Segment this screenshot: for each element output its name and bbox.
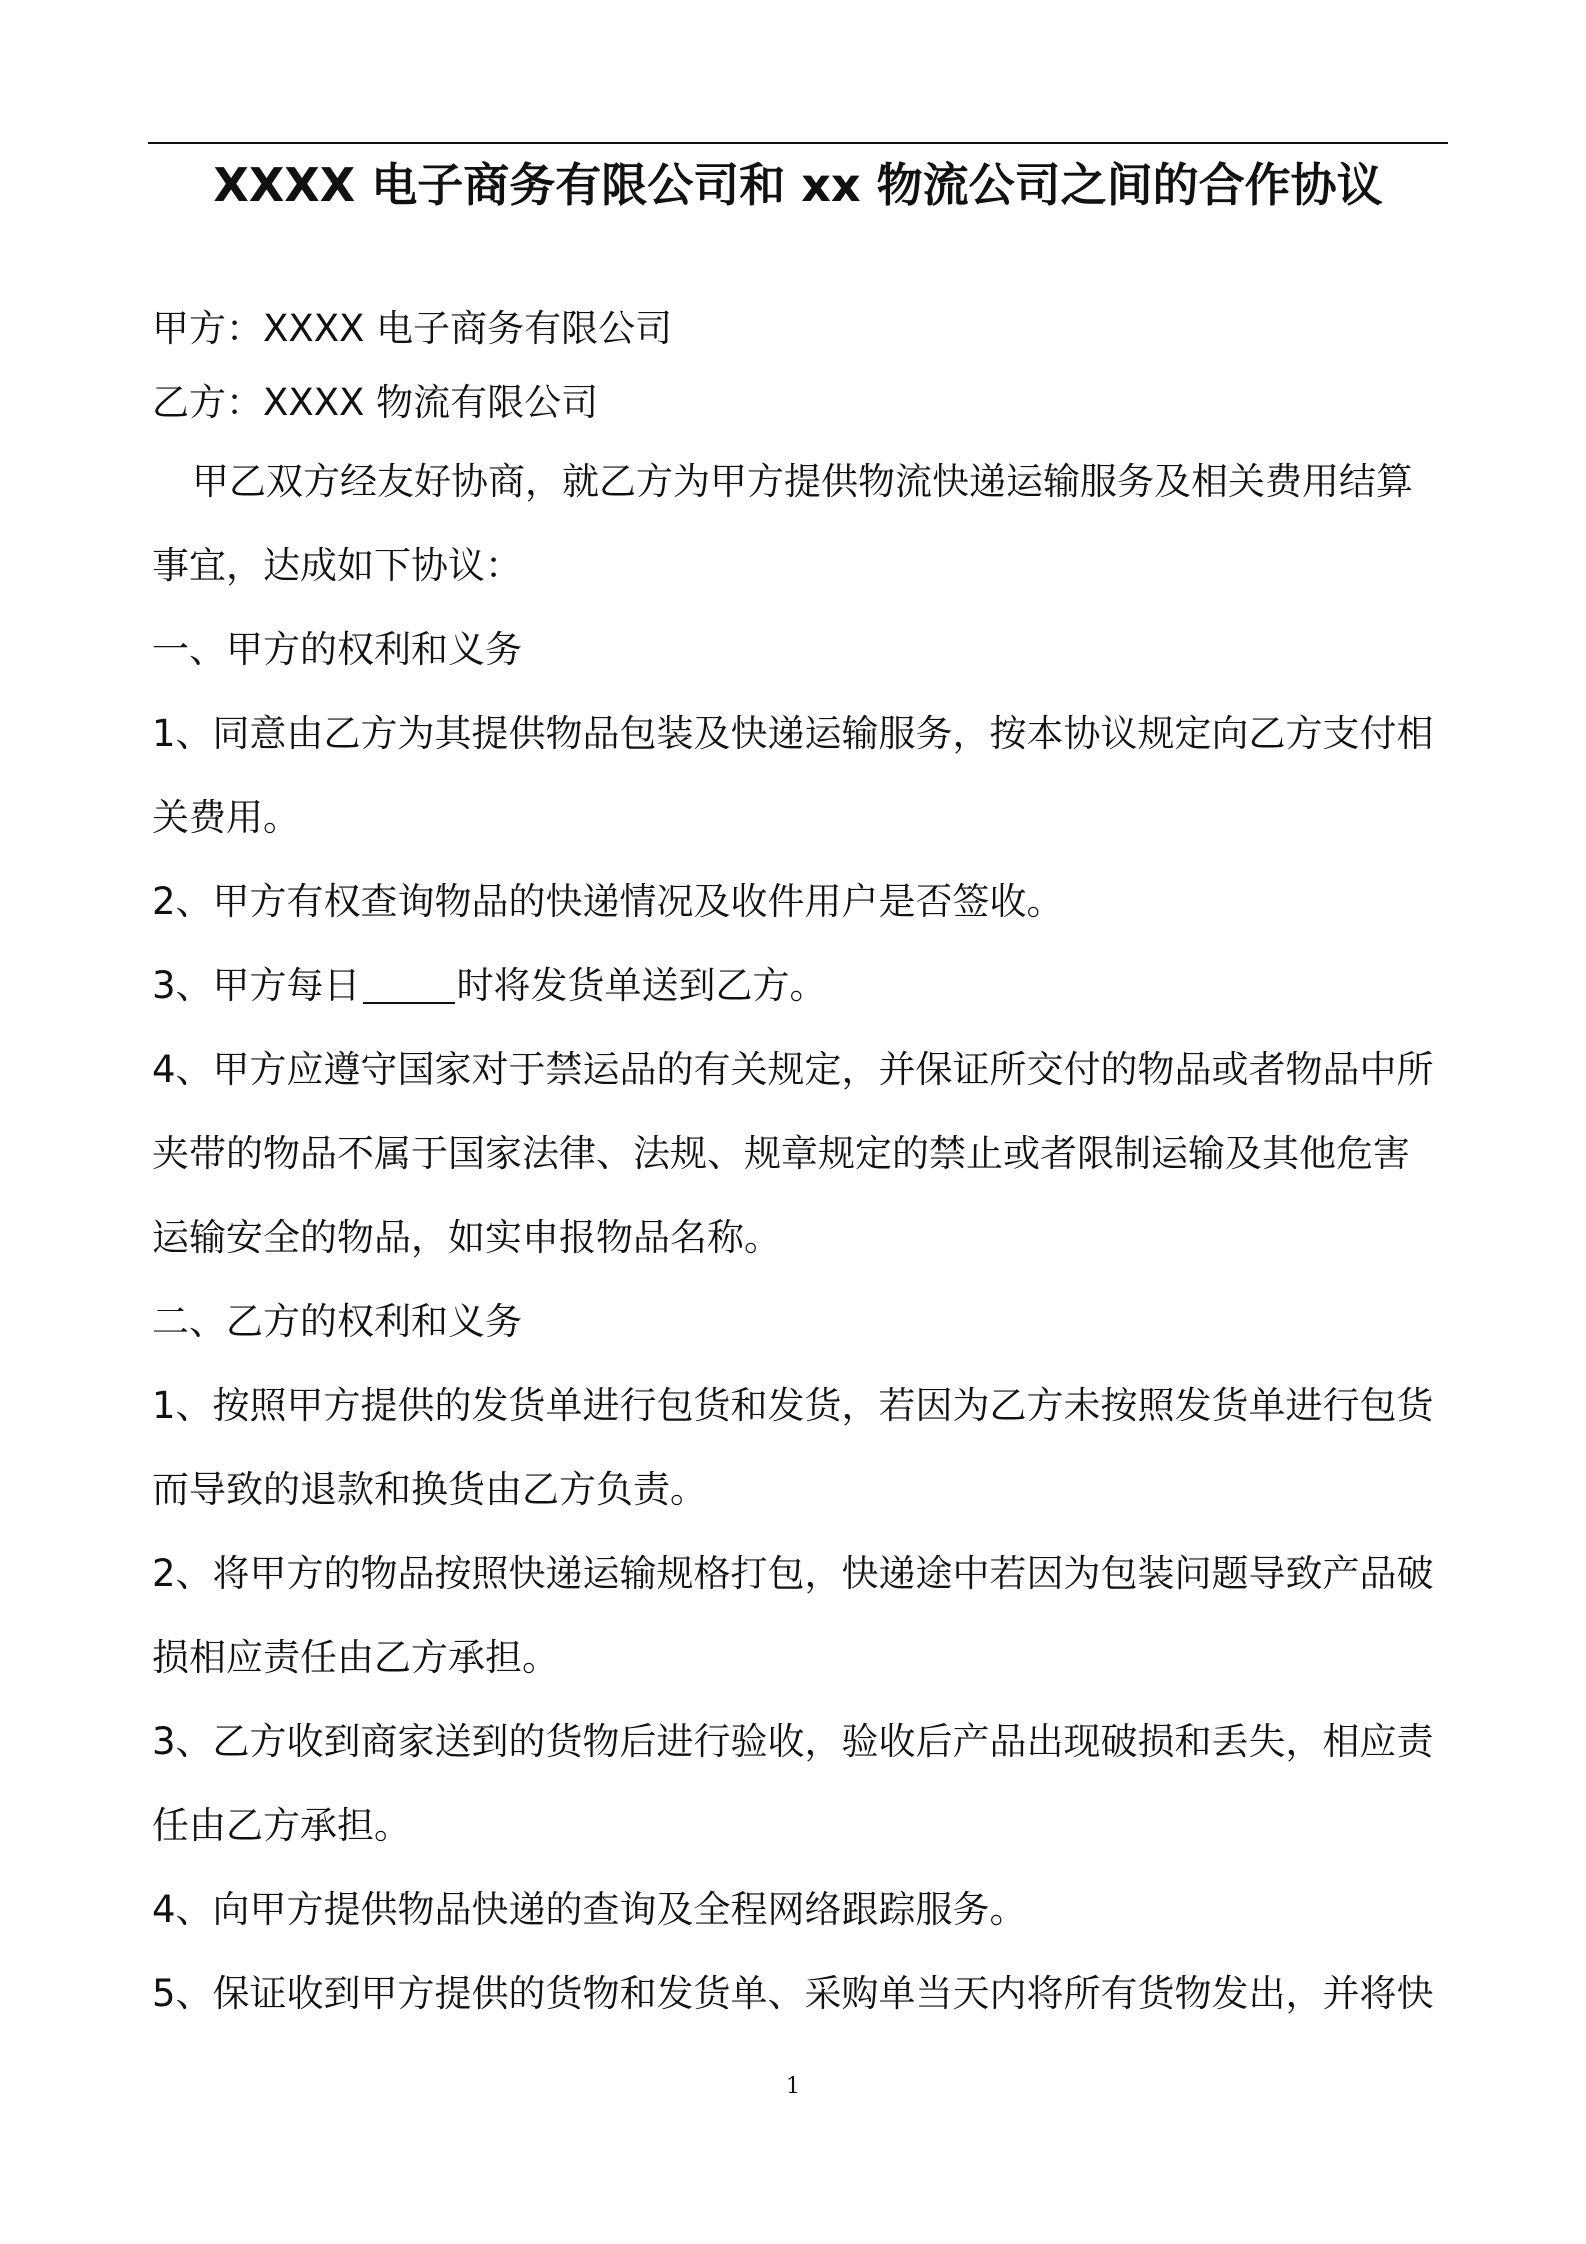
section-2-heading: 二、乙方的权利和义务 (152, 1300, 522, 1343)
section-1-item-2: 2、甲方有权查询物品的快递情况及收件用户是否签收。 (152, 880, 1064, 923)
section-2-item-3-line-2: 任由乙方承担。 (152, 1804, 411, 1847)
document-title: XXXX 电子商务有限公司和 xx 物流公司之间的合作协议 (213, 158, 1383, 212)
party-b-line: 乙方：XXXX 物流有限公司 (152, 381, 599, 424)
section-2-item-1-line-2: 而导致的退款和换货由乙方负责。 (152, 1468, 707, 1511)
section-1-heading: 一、甲方的权利和义务 (152, 628, 522, 671)
section-2-item-3-line-1: 3、乙方收到商家送到的货物后进行验收，验收后产品出现破损和丢失，相应责 (152, 1720, 1434, 1763)
section-1-item-4-line-1: 4、甲方应遵守国家对于禁运品的有关规定，并保证所交付的物品或者物品中所 (152, 1048, 1434, 1091)
section-2-item-5-line-1: 5、保证收到甲方提供的货物和发货单、采购单当天内将所有货物发出，并将快 (152, 1972, 1434, 2015)
document-body (152, 292, 1452, 2036)
section-1-item-3-before-blank: 3、甲方每日 (152, 964, 361, 1007)
intro-paragraph-line-2: 事宜，达成如下协议： (152, 544, 522, 587)
section-1-item-1-line-1: 1、同意由乙方为其提供物品包装及快递运输服务，按本协议规定向乙方支付相 (152, 712, 1434, 755)
section-2-item-1-line-1: 1、按照甲方提供的发货单进行包货和发货，若因为乙方未按照发货单进行包货 (152, 1384, 1434, 1427)
page-number: 1 (786, 2074, 800, 2099)
section-2-item-4: 4、向甲方提供物品快递的查询及全程网络跟踪服务。 (152, 1888, 1027, 1931)
section-1-item-4-line-3: 运输安全的物品，如实申报物品名称。 (152, 1216, 781, 1259)
section-2-item-2-line-2: 损相应责任由乙方承担。 (152, 1636, 559, 1679)
section-1-item-4-line-2: 夹带的物品不属于国家法律、法规、规章规定的禁止或者限制运输及其他危害 (152, 1132, 1410, 1175)
time-blank-line (363, 965, 455, 1004)
section-1-item-3 (152, 944, 1452, 1028)
intro-paragraph-line-1: 甲乙双方经友好协商，就乙方为甲方提供物流快递运输服务及相关费用结算 (192, 460, 1413, 503)
party-a-line: 甲方：XXXX 电子商务有限公司 (152, 307, 673, 350)
section-1-item-1-line-2: 关费用。 (152, 796, 300, 839)
header-rule (148, 142, 1448, 144)
section-1-item-3-after-blank: 时将发货单送到乙方。 (456, 964, 827, 1007)
section-2-item-2-line-1: 2、将甲方的物品按照快递运输规格打包，快递途中若因为包装问题导致产品破 (152, 1552, 1434, 1595)
